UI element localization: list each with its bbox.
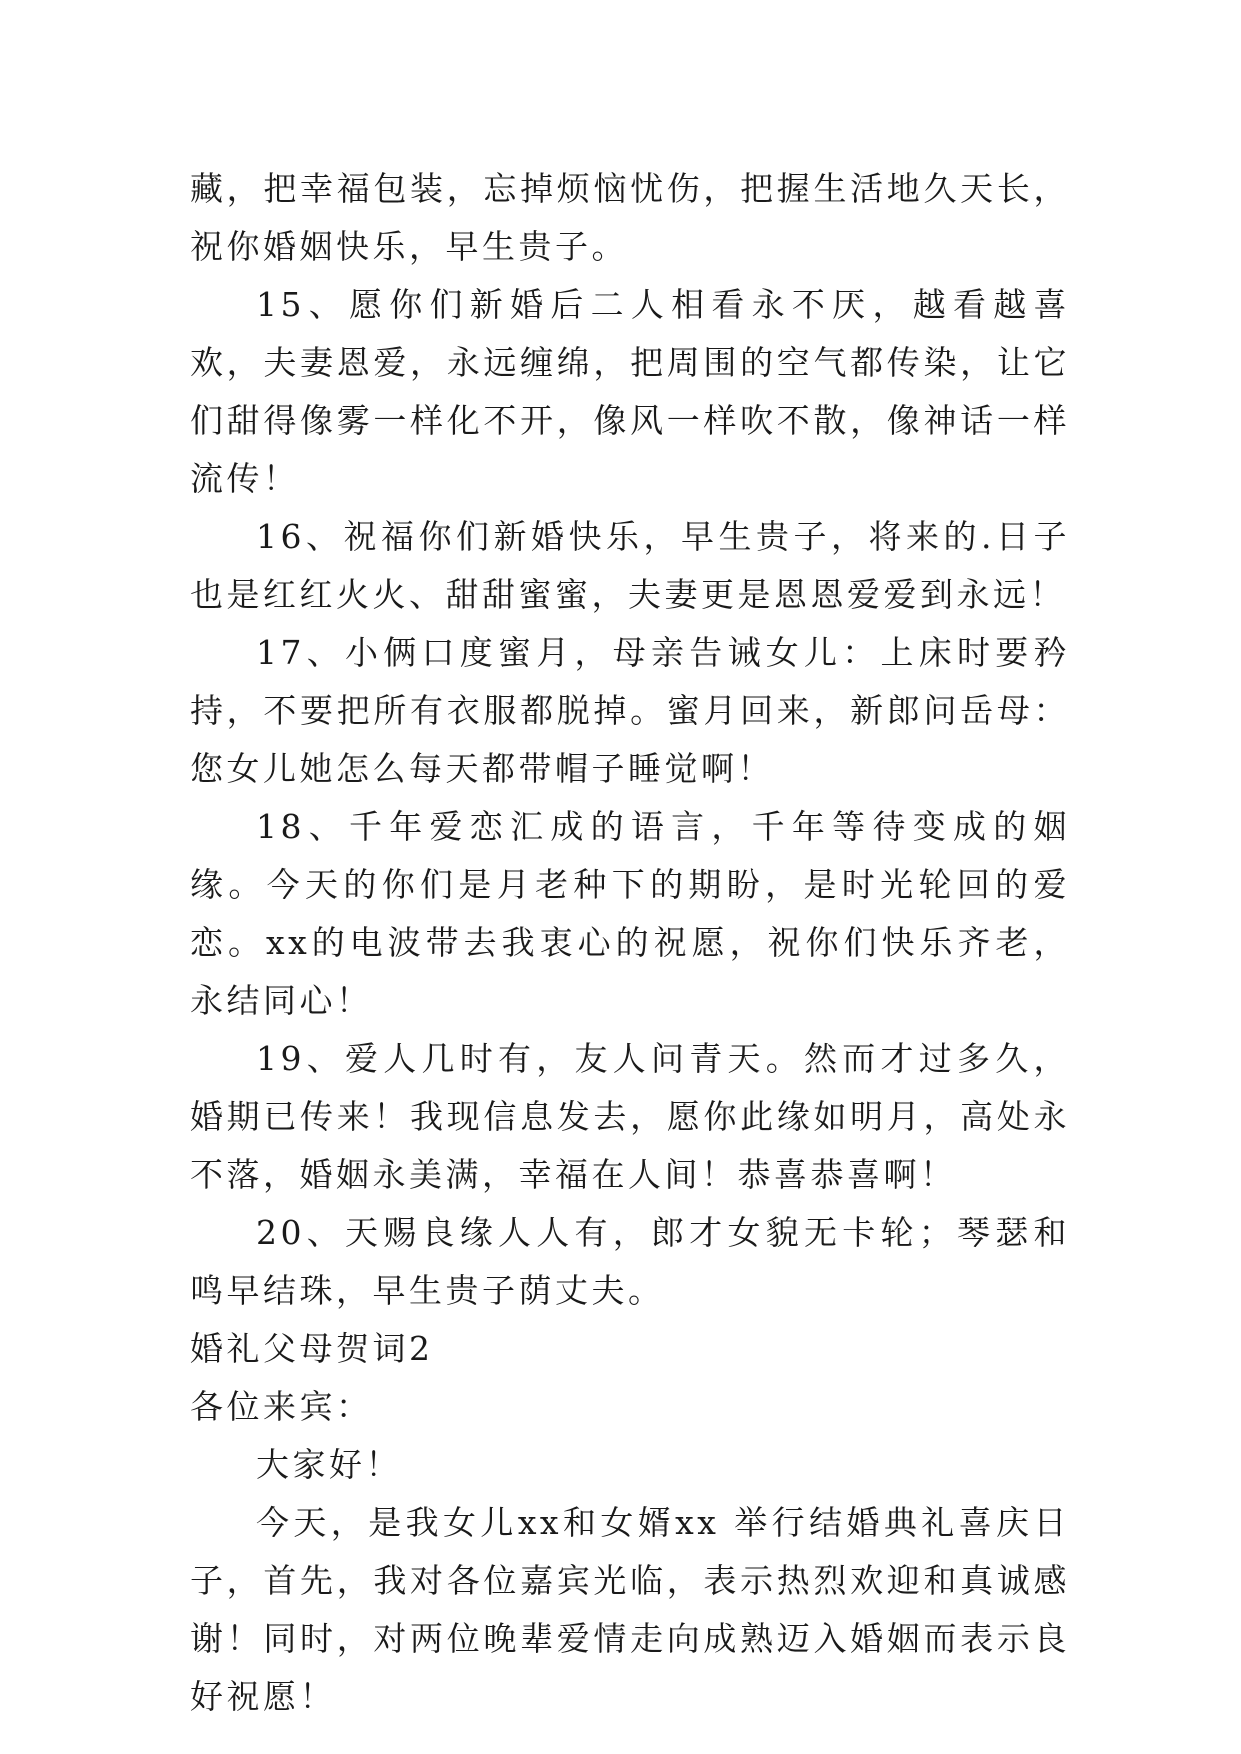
paragraph-item-19: 19、爱人几时有，友人问青天。然而才过多久，婚期已传来！我现信息发去，愿你此缘如明月，高处永不落，婚姻永美满，幸福在人间！恭喜恭喜啊！ bbox=[190, 1039, 1070, 1194]
greeting: 大家好！ bbox=[256, 1445, 402, 1484]
paragraph-item-16: 16、祝福你们新婚快乐，早生贵子，将来的.日子也是红红火火、甜甜蜜蜜，夫妻更是恩恩爱爱到永远！ bbox=[190, 517, 1070, 614]
section-heading: 婚礼父母贺词2 bbox=[190, 1329, 434, 1368]
paragraph-item-18: 18、千年爱恋汇成的语言，千年等待变成的姻缘。今天的你们是月老种下的期盼，是时光轮回的爱恋。xx的电波带去我衷心的祝愿，祝你们快乐齐老，永结同心！ bbox=[190, 807, 1070, 1020]
paragraph-item-17: 17、小俩口度蜜月，母亲告诫女儿：上床时要矜持，不要把所有衣服都脱掉。蜜月回来，新郎问岳母：您女儿她怎么每天都带帽子睡觉啊！ bbox=[190, 633, 1070, 788]
paragraph-item-20: 20、天赐良缘人人有，郎才女貌无卡轮；琴瑟和鸣早结珠，早生贵子荫丈夫。 bbox=[190, 1213, 1070, 1310]
paragraph-item-15: 15、愿你们新婚后二人相看永不厌，越看越喜欢，夫妻恩爱，永远缠绵，把周围的空气都传染，让它们甜得像雾一样化不开，像风一样吹不散，像神话一样流传！ bbox=[190, 285, 1070, 498]
speech-paragraph: 今天，是我女儿xx和女婿xx 举行结婚典礼喜庆日子，首先，我对各位嘉宾光临，表示热烈欢迎和真诚感谢！同时，对两位晚辈爱情走向成熟迈入婚姻而表示良好祝愿！ bbox=[190, 1503, 1070, 1716]
paragraph-continuation: 藏，把幸福包装，忘掉烦恼忧伤，把握生活地久天长，祝你婚姻快乐，早生贵子。 bbox=[190, 169, 1070, 266]
salutation: 各位来宾： bbox=[190, 1387, 373, 1426]
document-body bbox=[190, 160, 1070, 1726]
